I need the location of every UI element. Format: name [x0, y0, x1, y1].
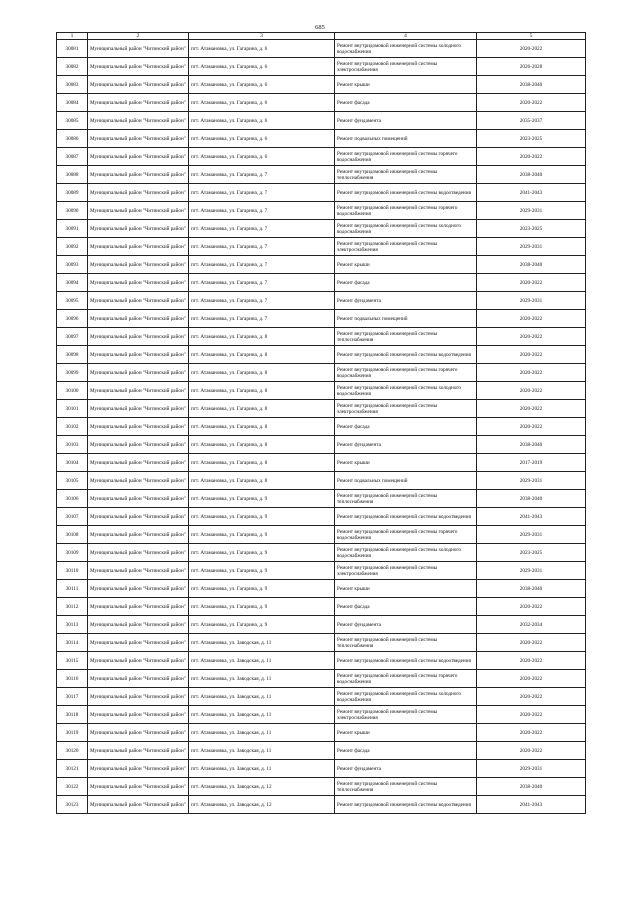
table-row: [57, 436, 586, 454]
table-row: [57, 778, 586, 796]
table-row: [57, 274, 586, 292]
period-cell: 2023-2025: [477, 220, 586, 238]
work-type-cell: Ремонт внутридомовой инженерной системы горячего водоснабжения: [335, 364, 477, 382]
municipality-cell: Муниципальный район "Читинский район": [88, 706, 189, 724]
row-number: 30115: [57, 652, 88, 670]
address-cell: пгт. Атамановка, ул. Гагарина, д. 8: [189, 328, 335, 346]
address-cell: пгт. Атамановка, ул. Гагарина, д. 9: [189, 562, 335, 580]
table-row: [57, 400, 586, 418]
work-type-cell: Ремонт фундамента: [335, 616, 477, 634]
address-cell: пгт. Атамановка, ул. Заводская, д. 11: [189, 670, 335, 688]
municipality-cell: Муниципальный район "Читинский район": [88, 364, 189, 382]
municipality-cell: Муниципальный район "Читинский район": [88, 490, 189, 508]
municipality-cell: Муниципальный район "Читинский район": [88, 76, 189, 94]
row-number: 30109: [57, 544, 88, 562]
row-number: 30097: [57, 328, 88, 346]
address-cell: пгт. Атамановка, ул. Гагарина, д. 6: [189, 130, 335, 148]
municipality-cell: Муниципальный район "Читинский район": [88, 148, 189, 166]
period-cell: 2020-2022: [477, 274, 586, 292]
municipality-cell: Муниципальный район "Читинский район": [88, 598, 189, 616]
table-row: [57, 454, 586, 472]
work-type-cell: Ремонт внутридомовой инженерной системы теплоснабжения: [335, 778, 477, 796]
municipality-cell: Муниципальный район "Читинский район": [88, 688, 189, 706]
address-cell: пгт. Атамановка, ул. Заводская, д. 11: [189, 706, 335, 724]
work-type-cell: Ремонт внутридомовой инженерной системы горячего водоснабжения: [335, 670, 477, 688]
address-cell: пгт. Атамановка, ул. Гагарина, д. 9: [189, 598, 335, 616]
work-type-cell: Ремонт фасада: [335, 742, 477, 760]
address-cell: пгт. Атамановка, ул. Гагарина, д. 8: [189, 400, 335, 418]
period-cell: 2038-2040: [477, 76, 586, 94]
address-cell: пгт. Атамановка, ул. Заводская, д. 11: [189, 742, 335, 760]
municipality-cell: Муниципальный район "Читинский район": [88, 454, 189, 472]
address-cell: пгт. Атамановка, ул. Гагарина, д. 9: [189, 526, 335, 544]
address-cell: пгт. Атамановка, ул. Гагарина, д. 8: [189, 418, 335, 436]
period-cell: 2017-2019: [477, 454, 586, 472]
municipality-cell: Муниципальный район "Читинский район": [88, 166, 189, 184]
row-number: 30108: [57, 526, 88, 544]
period-cell: 2029-2031: [477, 760, 586, 778]
work-type-cell: Ремонт крыши: [335, 724, 477, 742]
period-cell: 2041-2043: [477, 508, 586, 526]
work-type-cell: Ремонт внутридомовой инженерной системы холодного водоснабжения: [335, 688, 477, 706]
address-cell: пгт. Атамановка, ул. Гагарина, д. 8: [189, 346, 335, 364]
address-cell: пгт. Атамановка, ул. Гагарина, д. 9: [189, 580, 335, 598]
table-row: [57, 760, 586, 778]
address-cell: пгт. Атамановка, ул. Гагарина, д. 7: [189, 256, 335, 274]
municipality-cell: Муниципальный район "Читинский район": [88, 94, 189, 112]
period-cell: 2029-2031: [477, 472, 586, 490]
municipality-cell: Муниципальный район "Читинский район": [88, 508, 189, 526]
work-type-cell: Ремонт внутридомовой инженерной системы холодного водоснабжения: [335, 220, 477, 238]
address-cell: пгт. Атамановка, ул. Заводская, д. 11: [189, 760, 335, 778]
row-number: 30123: [57, 796, 88, 814]
table-row: [57, 58, 586, 76]
row-number: 30122: [57, 778, 88, 796]
table-row: [57, 688, 586, 706]
address-cell: пгт. Атамановка, ул. Гагарина, д. 6: [189, 94, 335, 112]
period-cell: 2038-2040: [477, 436, 586, 454]
row-number: 30081: [57, 40, 88, 58]
row-number: 30084: [57, 94, 88, 112]
work-type-cell: Ремонт внутридомовой инженерной системы горячего водоснабжения: [335, 202, 477, 220]
municipality-cell: Муниципальный район "Читинский район": [88, 796, 189, 814]
period-cell: 2020-2022: [477, 346, 586, 364]
row-number: 30117: [57, 688, 88, 706]
period-cell: 2038-2040: [477, 256, 586, 274]
municipality-cell: Муниципальный район "Читинский район": [88, 742, 189, 760]
municipality-cell: Муниципальный район "Читинский район": [88, 292, 189, 310]
address-cell: пгт. Атамановка, ул. Гагарина, д. 8: [189, 454, 335, 472]
column-header: 2: [88, 33, 189, 40]
work-type-cell: Ремонт фасада: [335, 418, 477, 436]
municipality-cell: Муниципальный район "Читинский район": [88, 238, 189, 256]
work-type-cell: Ремонт внутридомовой инженерной системы теплоснабжения: [335, 634, 477, 652]
municipality-cell: Муниципальный район "Читинский район": [88, 310, 189, 328]
work-type-cell: Ремонт крыши: [335, 256, 477, 274]
row-number: 30118: [57, 706, 88, 724]
table-row: [57, 292, 586, 310]
column-header: 5: [477, 33, 586, 40]
municipality-cell: Муниципальный район "Читинский район": [88, 184, 189, 202]
row-number: 30098: [57, 346, 88, 364]
period-cell: 2029-2031: [477, 238, 586, 256]
row-number: 30089: [57, 184, 88, 202]
address-cell: пгт. Атамановка, ул. Гагарина, д. 8: [189, 472, 335, 490]
row-number: 30102: [57, 418, 88, 436]
work-type-cell: Ремонт внутридомовой инженерной системы холодного водоснабжения: [335, 382, 477, 400]
address-cell: пгт. Атамановка, ул. Гагарина, д. 9: [189, 616, 335, 634]
row-number: 30105: [57, 472, 88, 490]
table-row: [57, 202, 586, 220]
work-type-cell: Ремонт внутридомовой инженерной системы водоотведения: [335, 184, 477, 202]
row-number: 30113: [57, 616, 88, 634]
address-cell: пгт. Атамановка, ул. Гагарина, д. 7: [189, 310, 335, 328]
address-cell: пгт. Атамановка, ул. Заводская, д. 11: [189, 724, 335, 742]
work-type-cell: Ремонт крыши: [335, 76, 477, 94]
work-type-cell: Ремонт внутридомовой инженерной системы теплоснабжения: [335, 166, 477, 184]
period-cell: 2020-2022: [477, 706, 586, 724]
table-row: [57, 238, 586, 256]
work-type-cell: Ремонт фундамента: [335, 112, 477, 130]
table-row: [57, 724, 586, 742]
work-type-cell: Ремонт внутридомовой инженерной системы водоотведения: [335, 652, 477, 670]
work-type-cell: Ремонт внутридомовой инженерной системы электроснабжения: [335, 238, 477, 256]
row-number: 30092: [57, 238, 88, 256]
address-cell: пгт. Атамановка, ул. Гагарина, д. 7: [189, 292, 335, 310]
table-row: [57, 562, 586, 580]
address-cell: пгт. Атамановка, ул. Гагарина, д. 7: [189, 238, 335, 256]
work-type-cell: Ремонт фундамента: [335, 292, 477, 310]
municipality-cell: Муниципальный район "Читинский район": [88, 58, 189, 76]
period-cell: 2041-2043: [477, 184, 586, 202]
address-cell: пгт. Атамановка, ул. Гагарина, д. 7: [189, 166, 335, 184]
municipality-cell: Муниципальный район "Читинский район": [88, 544, 189, 562]
period-cell: 2029-2031: [477, 292, 586, 310]
period-cell: 2020-2022: [477, 382, 586, 400]
work-type-cell: Ремонт фундамента: [335, 760, 477, 778]
work-type-cell: Ремонт внутридомовой инженерной системы горячего водоснабжения: [335, 148, 477, 166]
address-cell: пгт. Атамановка, ул. Гагарина, д. 6: [189, 76, 335, 94]
work-type-cell: Ремонт подвальных помещений: [335, 310, 477, 328]
municipality-cell: Муниципальный район "Читинский район": [88, 472, 189, 490]
table-header: [57, 33, 586, 40]
table-row: [57, 472, 586, 490]
period-cell: 2038-2040: [477, 166, 586, 184]
table-row: [57, 256, 586, 274]
table-row: [57, 364, 586, 382]
municipality-cell: Муниципальный район "Читинский район": [88, 382, 189, 400]
municipality-cell: Муниципальный район "Читинский район": [88, 274, 189, 292]
municipality-cell: Муниципальный район "Читинский район": [88, 652, 189, 670]
address-cell: пгт. Атамановка, ул. Гагарина, д. 6: [189, 112, 335, 130]
header-row: [57, 33, 586, 40]
row-number: 30112: [57, 598, 88, 616]
municipality-cell: Муниципальный район "Читинский район": [88, 346, 189, 364]
register-table: [56, 32, 586, 814]
municipality-cell: Муниципальный район "Читинский район": [88, 562, 189, 580]
address-cell: пгт. Атамановка, ул. Гагарина, д. 8: [189, 364, 335, 382]
address-cell: пгт. Атамановка, ул. Гагарина, д. 8: [189, 436, 335, 454]
row-number: 30088: [57, 166, 88, 184]
table-row: [57, 382, 586, 400]
work-type-cell: Ремонт внутридомовой инженерной системы холодного водоснабжения: [335, 40, 477, 58]
work-type-cell: Ремонт фундамента: [335, 436, 477, 454]
table-row: [57, 742, 586, 760]
address-cell: пгт. Атамановка, ул. Заводская, д. 11: [189, 634, 335, 652]
row-number: 30106: [57, 490, 88, 508]
row-number: 30110: [57, 562, 88, 580]
table-row: [57, 796, 586, 814]
table-row: [57, 616, 586, 634]
page-number: 685: [315, 24, 325, 31]
municipality-cell: Муниципальный район "Читинский район": [88, 616, 189, 634]
column-header: 3: [189, 33, 335, 40]
period-cell: 2038-2040: [477, 490, 586, 508]
municipality-cell: Муниципальный район "Читинский район": [88, 634, 189, 652]
period-cell: 2020-2022: [477, 418, 586, 436]
period-cell: 2029-2031: [477, 202, 586, 220]
row-number: 30120: [57, 742, 88, 760]
address-cell: пгт. Атамановка, ул. Заводская, д. 11: [189, 652, 335, 670]
municipality-cell: Муниципальный район "Читинский район": [88, 400, 189, 418]
period-cell: 2020-2022: [477, 310, 586, 328]
table-row: [57, 148, 586, 166]
address-cell: пгт. Атамановка, ул. Гагарина, д. 6: [189, 40, 335, 58]
period-cell: 2023-2025: [477, 544, 586, 562]
period-cell: 2020-2022: [477, 598, 586, 616]
row-number: 30083: [57, 76, 88, 94]
period-cell: 2020-2022: [477, 634, 586, 652]
work-type-cell: Ремонт внутридомовой инженерной системы электроснабжения: [335, 562, 477, 580]
row-number: 30107: [57, 508, 88, 526]
address-cell: пгт. Атамановка, ул. Гагарина, д. 7: [189, 184, 335, 202]
period-cell: 2041-2043: [477, 796, 586, 814]
municipality-cell: Муниципальный район "Читинский район": [88, 580, 189, 598]
municipality-cell: Муниципальный район "Читинский район": [88, 130, 189, 148]
period-cell: 2020-2022: [477, 688, 586, 706]
table-row: [57, 598, 586, 616]
work-type-cell: Ремонт внутридомовой инженерной системы теплоснабжения: [335, 490, 477, 508]
period-cell: 2038-2040: [477, 778, 586, 796]
work-type-cell: Ремонт фасада: [335, 598, 477, 616]
table-row: [57, 166, 586, 184]
period-cell: 2023-2025: [477, 130, 586, 148]
table-row: [57, 418, 586, 436]
work-type-cell: Ремонт внутридомовой инженерной системы водоотведения: [335, 796, 477, 814]
row-number: 30096: [57, 310, 88, 328]
address-cell: пгт. Атамановка, ул. Гагарина, д. 9: [189, 508, 335, 526]
row-number: 30091: [57, 220, 88, 238]
table-row: [57, 580, 586, 598]
table-row: [57, 328, 586, 346]
municipality-cell: Муниципальный район "Читинский район": [88, 724, 189, 742]
column-header: 4: [335, 33, 477, 40]
table-row: [57, 490, 586, 508]
address-cell: пгт. Атамановка, ул. Гагарина, д. 9: [189, 544, 335, 562]
work-type-cell: Ремонт крыши: [335, 454, 477, 472]
row-number: 30100: [57, 382, 88, 400]
address-cell: пгт. Атамановка, ул. Заводская, д. 11: [189, 688, 335, 706]
column-header: 1: [57, 33, 88, 40]
row-number: 30104: [57, 454, 88, 472]
period-cell: 2020-2022: [477, 364, 586, 382]
table-row: [57, 310, 586, 328]
row-number: 30095: [57, 292, 88, 310]
work-type-cell: Ремонт внутридомовой инженерной системы электроснабжения: [335, 400, 477, 418]
table-row: [57, 670, 586, 688]
table-row: [57, 652, 586, 670]
row-number: 30111: [57, 580, 88, 598]
work-type-cell: Ремонт внутридомовой инженерной системы водоотведения: [335, 508, 477, 526]
address-cell: пгт. Атамановка, ул. Гагарина, д. 6: [189, 148, 335, 166]
address-cell: пгт. Атамановка, ул. Заводская, д. 12: [189, 796, 335, 814]
table-row: [57, 634, 586, 652]
municipality-cell: Муниципальный район "Читинский район": [88, 256, 189, 274]
work-type-cell: Ремонт крыши: [335, 580, 477, 598]
period-cell: 2020-2022: [477, 40, 586, 58]
table-row: [57, 40, 586, 58]
row-number: 30121: [57, 760, 88, 778]
table-row: [57, 220, 586, 238]
table-row: [57, 508, 586, 526]
work-type-cell: Ремонт внутридомовой инженерной системы электроснабжения: [335, 706, 477, 724]
table-row: [57, 346, 586, 364]
table-row: [57, 112, 586, 130]
work-type-cell: Ремонт внутридомовой инженерной системы холодного водоснабжения: [335, 544, 477, 562]
period-cell: 2029-2031: [477, 562, 586, 580]
table-row: [57, 130, 586, 148]
work-type-cell: Ремонт внутридомовой инженерной системы горячего водоснабжения: [335, 526, 477, 544]
table-row: [57, 526, 586, 544]
period-cell: 2020-2022: [477, 652, 586, 670]
row-number: 30101: [57, 400, 88, 418]
municipality-cell: Муниципальный район "Читинский район": [88, 112, 189, 130]
work-type-cell: Ремонт подвальных помещений: [335, 472, 477, 490]
row-number: 30114: [57, 634, 88, 652]
row-number: 30116: [57, 670, 88, 688]
table-row: [57, 544, 586, 562]
municipality-cell: Муниципальный район "Читинский район": [88, 220, 189, 238]
address-cell: пгт. Атамановка, ул. Гагарина, д. 7: [189, 220, 335, 238]
table-row: [57, 76, 586, 94]
address-cell: пгт. Атамановка, ул. Гагарина, д. 7: [189, 274, 335, 292]
work-type-cell: Ремонт внутридомовой инженерной системы электроснабжения: [335, 58, 477, 76]
municipality-cell: Муниципальный район "Читинский район": [88, 760, 189, 778]
work-type-cell: Ремонт внутридомовой инженерной системы водоотведения: [335, 346, 477, 364]
period-cell: 2020-2022: [477, 94, 586, 112]
period-cell: 2032-2034: [477, 616, 586, 634]
period-cell: 2035-2037: [477, 112, 586, 130]
municipality-cell: Муниципальный район "Читинский район": [88, 328, 189, 346]
table-row: [57, 706, 586, 724]
work-type-cell: Ремонт фасада: [335, 94, 477, 112]
period-cell: 2020-2022: [477, 328, 586, 346]
table-body: [57, 40, 586, 814]
period-cell: 2038-2040: [477, 580, 586, 598]
row-number: 30093: [57, 256, 88, 274]
work-type-cell: Ремонт внутридомовой инженерной системы теплоснабжения: [335, 328, 477, 346]
row-number: 30082: [57, 58, 88, 76]
period-cell: 2029-2031: [477, 526, 586, 544]
period-cell: 2020-2022: [477, 670, 586, 688]
row-number: 30103: [57, 436, 88, 454]
municipality-cell: Муниципальный район "Читинский район": [88, 670, 189, 688]
row-number: 30119: [57, 724, 88, 742]
municipality-cell: Муниципальный район "Читинский район": [88, 202, 189, 220]
municipality-cell: Муниципальный район "Читинский район": [88, 778, 189, 796]
address-cell: пгт. Атамановка, ул. Гагарина, д. 7: [189, 202, 335, 220]
row-number: 30085: [57, 112, 88, 130]
period-cell: 2020-2022: [477, 742, 586, 760]
municipality-cell: Муниципальный район "Читинский район": [88, 418, 189, 436]
table-row: [57, 94, 586, 112]
work-type-cell: Ремонт фасада: [335, 274, 477, 292]
row-number: 30086: [57, 130, 88, 148]
period-cell: 2026-2028: [477, 58, 586, 76]
municipality-cell: Муниципальный район "Читинский район": [88, 436, 189, 454]
municipality-cell: Муниципальный район "Читинский район": [88, 40, 189, 58]
address-cell: пгт. Атамановка, ул. Гагарина, д. 9: [189, 490, 335, 508]
row-number: 30087: [57, 148, 88, 166]
work-type-cell: Ремонт подвальных помещений: [335, 130, 477, 148]
row-number: 30094: [57, 274, 88, 292]
address-cell: пгт. Атамановка, ул. Гагарина, д. 6: [189, 58, 335, 76]
row-number: 30099: [57, 364, 88, 382]
address-cell: пгт. Атамановка, ул. Гагарина, д. 8: [189, 382, 335, 400]
address-cell: пгт. Атамановка, ул. Заводская, д. 12: [189, 778, 335, 796]
period-cell: 2020-2022: [477, 400, 586, 418]
table-row: [57, 184, 586, 202]
period-cell: 2020-2022: [477, 148, 586, 166]
period-cell: 2020-2022: [477, 724, 586, 742]
municipality-cell: Муниципальный район "Читинский район": [88, 526, 189, 544]
row-number: 30090: [57, 202, 88, 220]
